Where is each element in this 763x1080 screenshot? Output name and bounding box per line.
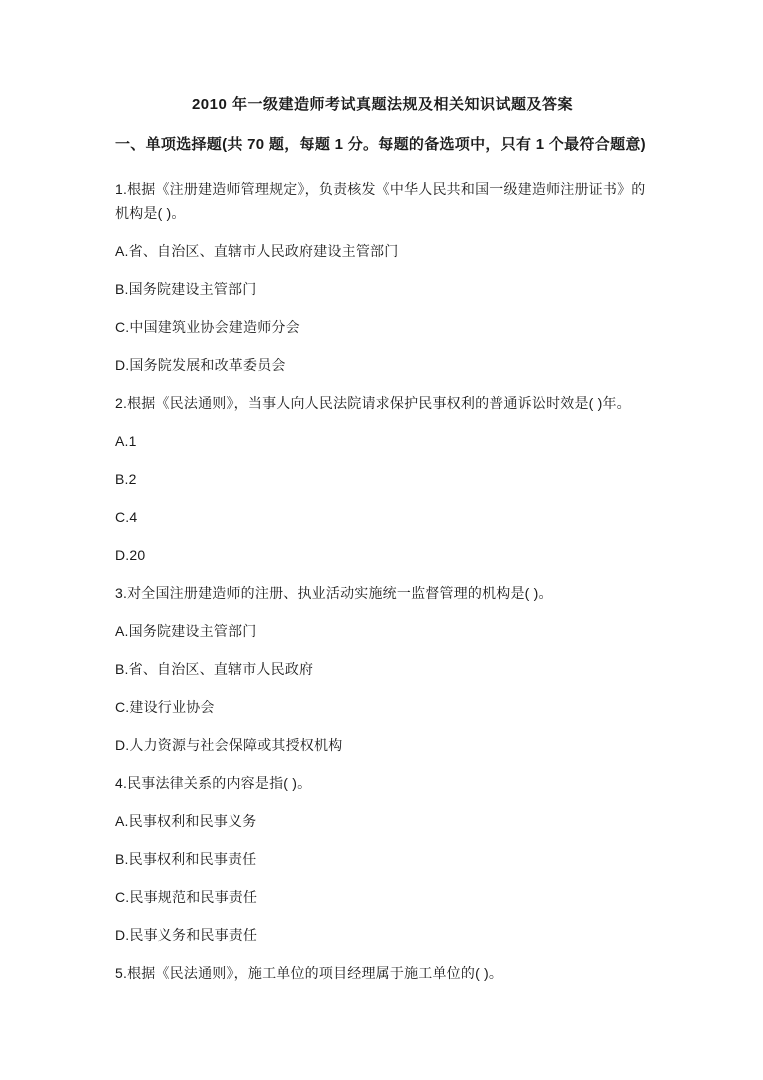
option-line: C.4 [115,509,138,525]
question-5 [115,961,650,985]
option-line: D.20 [115,547,146,563]
option-line: C.民事规范和民事责任 [115,889,258,905]
question-4 [115,771,650,947]
option-line: A.省、自治区、直辖市人民政府建设主管部门 [115,243,399,259]
option-line: C.中国建筑业协会建造师分会 [115,319,300,335]
option-line: D.国务院发展和改革委员会 [115,357,286,373]
option-line: D.人力资源与社会保障或其授权机构 [115,737,343,753]
option-line: B.国务院建设主管部门 [115,281,257,297]
option-line: A.民事权利和民事义务 [115,813,257,829]
question-3 [115,581,650,757]
option-line: B.民事权利和民事责任 [115,851,257,867]
section-heading: 一、单项选择题(共 70 题，每题 1 分。每题的备选项中，只有 1 个最符合题意) [115,136,646,153]
question-1 [115,177,650,377]
question-text: 5.根据《民法通则》，施工单位的项目经理属于施工单位的( )。 [115,965,504,981]
option-line: B.省、自治区、直辖市人民政府 [115,661,314,677]
question-text: 4.民事法律关系的内容是指( )。 [115,775,312,791]
option-line: A.1 [115,433,137,449]
option-line: A.国务院建设主管部门 [115,623,257,639]
question-2 [115,391,650,567]
question-text: 1.根据《注册建造师管理规定》，负责核发《中华人民共和国一级建造师注册证书》的机构是( )。 [115,181,646,221]
option-line: C.建设行业协会 [115,699,215,715]
question-text: 2.根据《民法通则》，当事人向人民法院请求保护民事权利的普通诉讼时效是( )年。 [115,395,631,411]
option-line: D.民事义务和民事责任 [115,927,258,943]
document-title: 2010 年一级建造师考试真题法规及相关知识试题及答案 [191,96,574,113]
question-text: 3.对全国注册建造师的注册、执业活动实施统一监督管理的机构是( )。 [115,585,553,601]
option-line: B.2 [115,471,137,487]
